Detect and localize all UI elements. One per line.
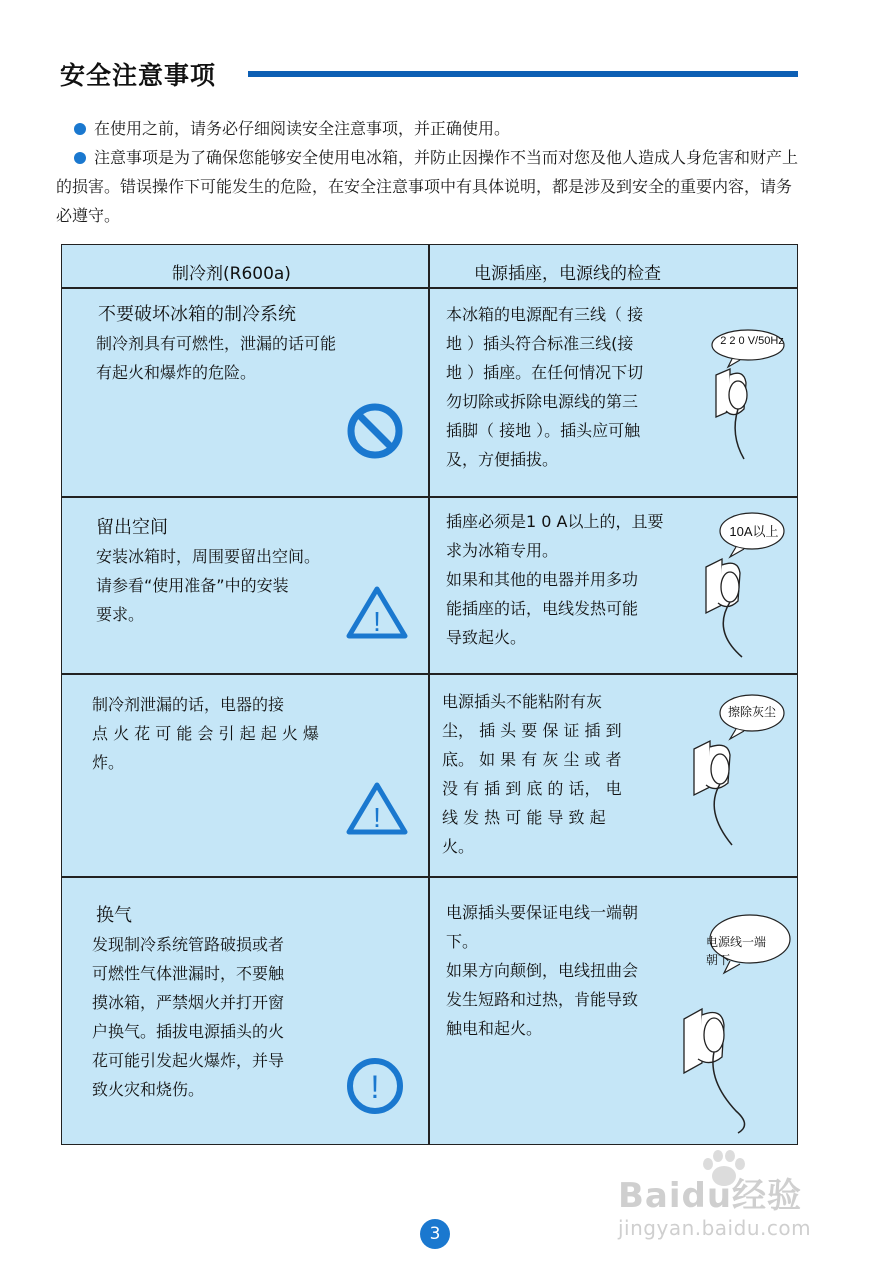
row2-right-cell: 插座必须是1 0 A以上的，且要 求为冰箱专用。 如果和其他的电器并用多功 能插座的话，电线发热可能 导致起火。	[446, 512, 664, 647]
watermark	[618, 1158, 818, 1248]
svg-text:!: !	[370, 1069, 380, 1105]
row-divider	[62, 876, 797, 878]
bullet-icon	[74, 152, 86, 164]
watermark-logo: Baidu经验	[618, 1176, 803, 1216]
row-divider	[62, 287, 797, 289]
left-column-header: 制冷剂(R600a)	[172, 264, 291, 284]
row4-left-cell: 换气 发现制冷系统管路破损或者 可燃性气体泄漏时，不要触 摸冰箱，严禁烟火并打开窗 户换气。插拔电源插头的火 花可能引发起火爆炸，并导 致火灾和烧伤。	[92, 905, 285, 1099]
svg-text:!: !	[373, 606, 381, 637]
intro-paragraph-2: 注意事项是为了确保您能够安全使用电冰箱，并防止因操作不当而对您及他人造成人身危害和财产上的损害。错误操作下可能发生的危险，在安全注意事项中有具体说明，都是涉及到安全的重要内容，请务必遵守。	[56, 148, 799, 225]
voltage-bubble-label: 2 2 0 V/50Hz	[720, 335, 784, 347]
title-rule	[248, 71, 798, 77]
warning-triangle-icon	[344, 779, 410, 837]
column-divider	[428, 245, 430, 1144]
page-title: 安全注意事项	[60, 61, 217, 90]
title-row	[60, 56, 798, 96]
row1-right-cell: 本冰箱的电源配有三线（ 接 地 ）插头符合标准三线(接 地 ）插座。在任何情况下切 勿切除或拆除电源线的第三 插脚（ 接地 ）。插头应可触 及，方便插拔。	[446, 305, 644, 469]
row-divider	[62, 496, 797, 498]
row-divider	[62, 673, 797, 675]
watermark-url: jingyan.baidu.com	[618, 1216, 812, 1240]
warning-triangle-icon	[344, 583, 410, 641]
row2-left-cell: 留出空间 安装冰箱时，周围要留出空间。 请参看“使用准备”中的安装 要求。	[96, 517, 321, 624]
exclamation-circle-icon	[345, 1056, 405, 1116]
row3-left-cell: 制冷剂泄漏的话，电器的接 点 火 花 可 能 会 引 起 起 火 爆 炸。	[92, 695, 319, 772]
row4-right-cell: 电源插头要保证电线一端朝 下。 如果方向颠倒，电线扭曲会 发生短路和过热，肯能导致 触电和起火。	[446, 903, 639, 1038]
intro-text	[56, 114, 804, 230]
row1-left-cell: 不要破坏冰箱的制冷系统 制冷剂具有可燃性，泄漏的话可能 有起火和爆炸的危险。	[96, 304, 337, 382]
bullet-icon	[74, 123, 86, 135]
svg-text:!: !	[373, 802, 381, 833]
current-bubble-label: 10A以上	[729, 524, 779, 539]
page-number-badge: 3	[420, 1219, 450, 1249]
intro-paragraph-1: 在使用之前，请务必仔细阅读安全注意事项，并正确使用。	[74, 114, 804, 143]
safety-table	[61, 244, 798, 1145]
cable-direction-bubble: 电源线一端 朝下	[706, 935, 767, 967]
dust-bubble-label: 擦除灰尘	[727, 705, 776, 719]
right-column-header: 电源插座，电源线的检查	[474, 264, 661, 284]
row3-right-cell: 电源插头不能粘附有灰 尘， 插 头 要 保 证 插 到 底。 如 果 有 灰 尘 或 者 没 有 插 到 底 的 话， 电 线 发 热 可 能 导 致 起 火。	[442, 692, 622, 856]
prohibited-icon	[345, 401, 405, 461]
